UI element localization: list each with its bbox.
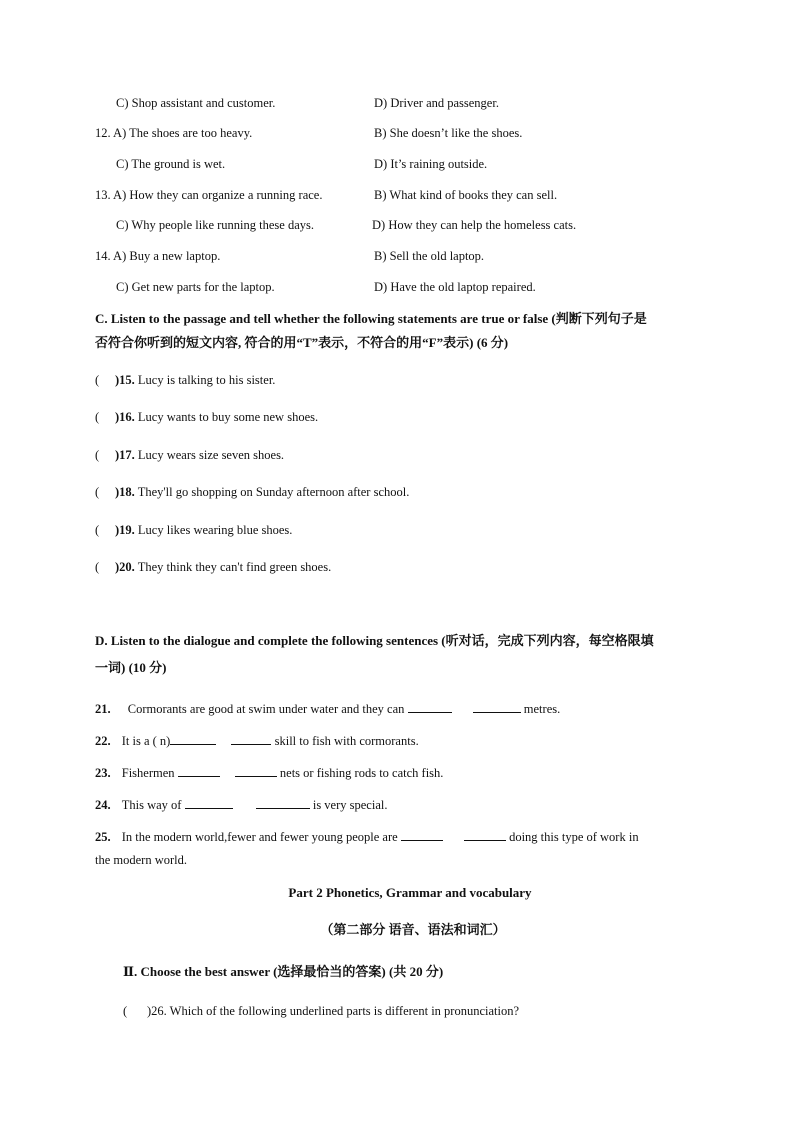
answer-paren[interactable]: ( [95,523,100,537]
item-text: Lucy likes wearing blue shoes. [137,523,293,537]
item-text-before: This way of [121,798,182,812]
item-text: They'll go shopping on Sunday afternoon after school. [137,485,410,499]
item-text-before: Fishermen [121,766,175,780]
tf-item-16 [95,409,318,425]
answer-blank[interactable] [401,828,443,841]
answer-blank[interactable] [235,764,277,777]
fill-item-25-continuation: the modern world. [95,853,187,867]
item-text-before: In the modern world,fewer and fewer young people are [121,830,398,844]
item-number: )17. [115,448,135,462]
answer-blank[interactable] [256,796,310,809]
answer-blank[interactable] [408,700,452,713]
q11-option-c: C) Shop assistant and customer. [116,96,276,110]
section-d-heading-line1: D. Listen to the dialogue and complete the following sentences (听对话，完成下列内容，每空格限填 [95,633,654,648]
answer-paren[interactable]: ( [123,1004,128,1018]
q13-option-a: 13. A) How they can organize a running race. [95,188,323,202]
fill-item-23 [95,764,443,781]
answer-blank[interactable] [178,764,220,777]
q13-option-d: D) How they can help the homeless cats. [372,218,577,232]
q14-option-a: 14. A) Buy a new laptop. [95,249,221,263]
tf-item-17 [95,447,284,463]
answer-blank[interactable] [464,828,506,841]
item-number: )15. [115,373,135,387]
tf-item-15 [95,372,275,388]
item-number: 22. [95,734,111,748]
q14-option-b: B) Sell the old laptop. [374,249,485,263]
tf-item-20 [95,559,331,575]
answer-blank[interactable] [231,732,271,745]
tf-item-19 [95,522,292,538]
answer-paren[interactable]: ( [95,448,100,462]
item-text: Lucy wears size seven shoes. [137,448,285,462]
part2-subtitle: （第二部分 语音、语法和词汇） [320,922,506,937]
item-number: )16. [115,410,135,424]
answer-paren[interactable]: ( [95,485,100,499]
answer-blank[interactable] [473,700,521,713]
tf-item-18 [95,484,409,500]
item-number: 21. [95,702,111,716]
answer-paren[interactable]: ( [95,410,100,424]
item-text: They think they can't find green shoes. [137,560,332,574]
fill-item-21 [95,700,560,717]
item-text: Lucy is talking to his sister. [137,373,276,387]
item-text-before: It is a ( n) [121,734,171,748]
item-text-after: is very special. [312,798,388,812]
section-c-heading-line1: C. Listen to the passage and tell whether the following statements are true or false (判断下列句子是 [95,311,647,326]
item-number: )20. [115,560,135,574]
fill-item-25 [95,828,639,845]
answer-blank[interactable] [185,796,233,809]
q11-option-d: D) Driver and passenger. [374,96,499,110]
item-text-after: metres. [523,702,561,716]
answer-blank[interactable] [170,732,216,745]
answer-paren[interactable]: ( [95,373,100,387]
q14-option-c: C) Get new parts for the laptop. [116,280,275,294]
section-c-heading-line2: 否符合你听到的短文内容, 符合的用“T”表示，不符合的用“F”表示) (6 分) [95,335,509,350]
item-text-after: nets or fishing rods to catch fish. [279,766,444,780]
item-text-after: doing this type of work in [509,830,639,844]
q13-option-c: C) Why people like running these days. [116,218,314,232]
part2-title: Part 2 Phonetics, Grammar and vocabulary [288,885,532,900]
item-text: Lucy wants to buy some new shoes. [137,410,319,424]
item-number: 23. [95,766,111,780]
answer-paren[interactable]: ( [95,560,100,574]
q12-option-a: 12. A) The shoes are too heavy. [95,126,253,140]
fill-item-22 [95,732,419,749]
section-d-heading-line2: 一词) (10 分) [95,660,167,675]
item-number: )18. [115,485,135,499]
item-number: )19. [115,523,135,537]
item-number: 24. [95,798,111,812]
q26-text: )26. Which of the following underlined parts is different in pronunciation? [147,1004,520,1018]
section-2-heading: Ⅱ. Choose the best answer (选择最恰当的答案) (共 20 分) [123,964,444,979]
q12-option-c: C) The ground is wet. [116,157,226,171]
item-number: 25. [95,830,111,844]
item-text-before: Cormorants are good at swim under water and they can [127,702,405,716]
q26-line [123,1003,519,1019]
q14-option-d: D) Have the old laptop repaired. [374,280,536,294]
fill-item-24 [95,796,387,813]
q13-option-b: B) What kind of books they can sell. [374,188,558,202]
q12-option-b: B) She doesn’t like the shoes. [374,126,523,140]
q12-option-d: D) It’s raining outside. [374,157,488,171]
item-text-after: skill to fish with cormorants. [274,734,419,748]
